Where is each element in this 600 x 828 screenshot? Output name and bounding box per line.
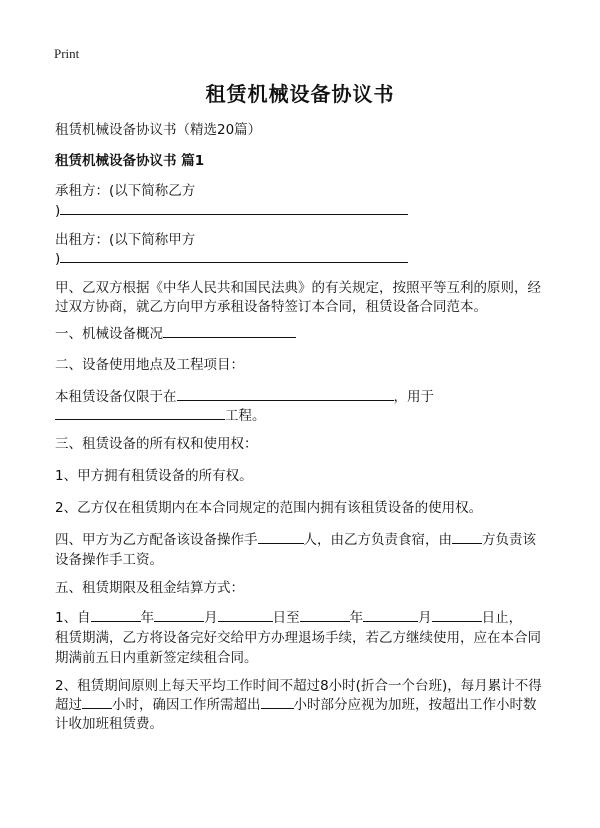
- lessor-blank-line: [55, 248, 408, 270]
- blank: [177, 386, 394, 401]
- blank: [91, 607, 141, 622]
- blank: [154, 607, 204, 622]
- term-text: 日止，: [481, 610, 523, 626]
- item-4-line-2: 设备操作手工资。: [55, 552, 163, 568]
- term-text: 1、自: [55, 610, 91, 626]
- section-heading: 租赁机械设备协议书 篇1: [55, 153, 205, 169]
- item-4-line-1: [55, 529, 536, 551]
- item-2: 二、设备使用地点及工程项目：: [55, 357, 244, 373]
- item-4-text: 方负责该: [482, 532, 536, 548]
- lessee-label: 承租方：(以下简称乙方: [55, 183, 196, 199]
- item-4-text: 四、甲方为乙方配备该设备操作手: [55, 532, 258, 548]
- term-line-2: 租赁期满，乙方将设备完好交给甲方办理退场手续，若乙方继续使用，应在本合同: [55, 630, 541, 646]
- blank: [163, 323, 296, 338]
- hours-text: 小时，确因工作所需超出: [112, 697, 261, 713]
- term-text: 年: [140, 610, 155, 626]
- item-4-text: 人，由乙方负责食宿，由: [303, 532, 452, 548]
- print-link[interactable]: Print: [54, 46, 80, 61]
- blank: [452, 529, 482, 544]
- lessor-label: 出租方：(以下简称甲方: [55, 232, 196, 248]
- term-text: 年: [349, 610, 364, 626]
- blank: [82, 694, 112, 709]
- lessee-blank-line: [55, 200, 408, 222]
- paren: ): [55, 251, 61, 267]
- term-line-1: [55, 607, 522, 629]
- blank: [218, 607, 273, 622]
- ownership-1: 1、甲方拥有租赁设备的所有权。: [55, 468, 253, 484]
- term-line-3: 期满前五日内重新签定续租合同。: [55, 650, 258, 666]
- item-3: 三、租赁设备的所有权和使用权：: [55, 436, 258, 452]
- blank: [300, 607, 350, 622]
- term-text: 月: [204, 610, 218, 626]
- blank: [432, 607, 482, 622]
- hours-line-3: 计收加班租赁费。: [55, 716, 163, 732]
- term-text: 日至: [272, 610, 300, 626]
- place-text: ，用于: [393, 389, 434, 405]
- paren: ): [55, 203, 61, 219]
- page-title: 租赁机械设备协议书: [205, 82, 395, 106]
- term-text: 月: [418, 610, 432, 626]
- blank: [60, 200, 408, 215]
- blank: [261, 694, 294, 709]
- place-text: 工程。: [225, 408, 266, 424]
- place-text: 本租赁设备仅限于在: [55, 389, 177, 405]
- intro-line-1: 甲、乙双方根据《中华人民共和国民法典》的有关规定，按照平等互利的原则，经: [55, 280, 541, 296]
- item-1-text: 一、机械设备概况: [55, 326, 163, 342]
- hours-line-1: 2、租赁期间原则上每天平均工作时间不超过8小时(折合一个台班)，每月累计不得: [55, 678, 542, 694]
- intro-line-2: 过双方协商，就乙方向甲方承租设备特签订本合同，租赁设备合同范本。: [55, 299, 487, 315]
- item-1: [55, 323, 296, 345]
- ownership-2: 2、乙方仅在租赁期内在本合同规定的范围内拥有该租赁设备的使用权。: [55, 500, 483, 516]
- blank: [55, 405, 225, 420]
- item-5: 五、租赁期限及租金结算方式：: [55, 580, 244, 596]
- hours-text: 超过: [55, 697, 82, 713]
- doc-subtitle: 租赁机械设备协议书（精选20篇）: [55, 122, 262, 138]
- blank: [363, 607, 418, 622]
- place-line-2: [55, 405, 266, 427]
- hours-text: 小时部分应视为加班，按超出工作小时数: [293, 697, 537, 713]
- blank: [258, 529, 304, 544]
- blank: [60, 248, 408, 263]
